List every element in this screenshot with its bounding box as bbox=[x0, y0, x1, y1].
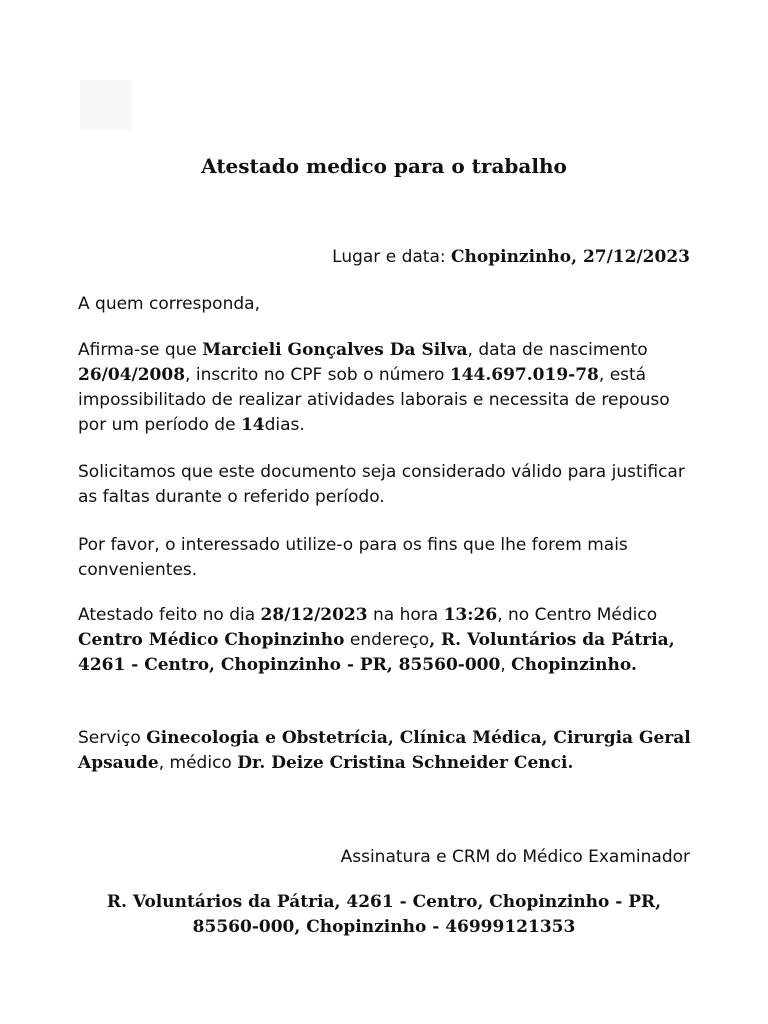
request-paragraph: Solicitamos que este documento seja considerado válido para justificar as faltas durante o referido período. bbox=[78, 462, 685, 507]
service-text-2: , médico bbox=[158, 753, 238, 773]
declaration-text-5: dias. bbox=[264, 415, 305, 435]
service-paragraph bbox=[78, 726, 693, 776]
declaration-text-2: , data de nascimento bbox=[467, 340, 648, 360]
place-date bbox=[332, 245, 690, 269]
issuance-text-4: endereço bbox=[344, 630, 430, 650]
issuance-text-2: na hora bbox=[367, 605, 444, 625]
issue-time: 13:26 bbox=[443, 605, 498, 625]
patient-name: Marcieli Gonçalves Da Silva bbox=[202, 340, 468, 360]
center-address: , R. Voluntários da Pátria, 4261 - Centro, Chopinzinho - PR, 85560-000 bbox=[78, 630, 675, 675]
footer-line-1: R. Voluntários da Pátria, 4261 - Centro, Chopinzinho - PR, bbox=[106, 892, 662, 912]
place-date-label: Lugar e data: bbox=[332, 247, 451, 267]
logo-placeholder bbox=[80, 80, 132, 130]
declaration-text-3: , inscrito no CPF sob o número bbox=[185, 365, 450, 385]
greeting: A quem corresponda, bbox=[78, 294, 260, 314]
issuance-text-5: , bbox=[500, 655, 512, 675]
medical-center: Centro Médico Chopinzinho bbox=[78, 630, 345, 650]
declaration-text-4: , está impossibilitado de realizar atividades laborais e necessita de repouso por um período de bbox=[78, 365, 670, 435]
services-list: Ginecologia e Obstetrícia, Clínica Médica, Cirurgia Geral Apsaude bbox=[78, 728, 691, 773]
place-date-value: Chopinzinho, 27/12/2023 bbox=[451, 247, 690, 267]
document-title: Atestado medico para o trabalho bbox=[201, 154, 567, 178]
doctor-name: Dr. Deize Cristina Schneider Cenci. bbox=[237, 753, 574, 773]
service-text-1: Serviço bbox=[78, 728, 147, 748]
issuance-text-3: , no Centro Médico bbox=[497, 605, 658, 625]
declaration-paragraph bbox=[78, 338, 693, 438]
cpf-number: 144.697.019-78 bbox=[449, 365, 599, 385]
birth-date: 26/04/2008 bbox=[78, 365, 186, 385]
usage-paragraph: Por favor, o interessado utilize-o para os fins que lhe forem mais convenientes. bbox=[78, 535, 628, 580]
rest-days: 14 bbox=[240, 415, 265, 435]
issuance-text-1: Atestado feito no dia bbox=[78, 605, 261, 625]
footer-address bbox=[0, 890, 768, 940]
issuance-paragraph bbox=[78, 603, 693, 678]
footer-line-2: 85560-000, Chopinzinho - 46999121353 bbox=[192, 917, 576, 937]
center-city: Chopinzinho. bbox=[511, 655, 637, 675]
declaration-text-1: Afirma-se que bbox=[78, 340, 203, 360]
issue-date: 28/12/2023 bbox=[260, 605, 368, 625]
signature-line: Assinatura e CRM do Médico Examinador bbox=[340, 847, 690, 867]
